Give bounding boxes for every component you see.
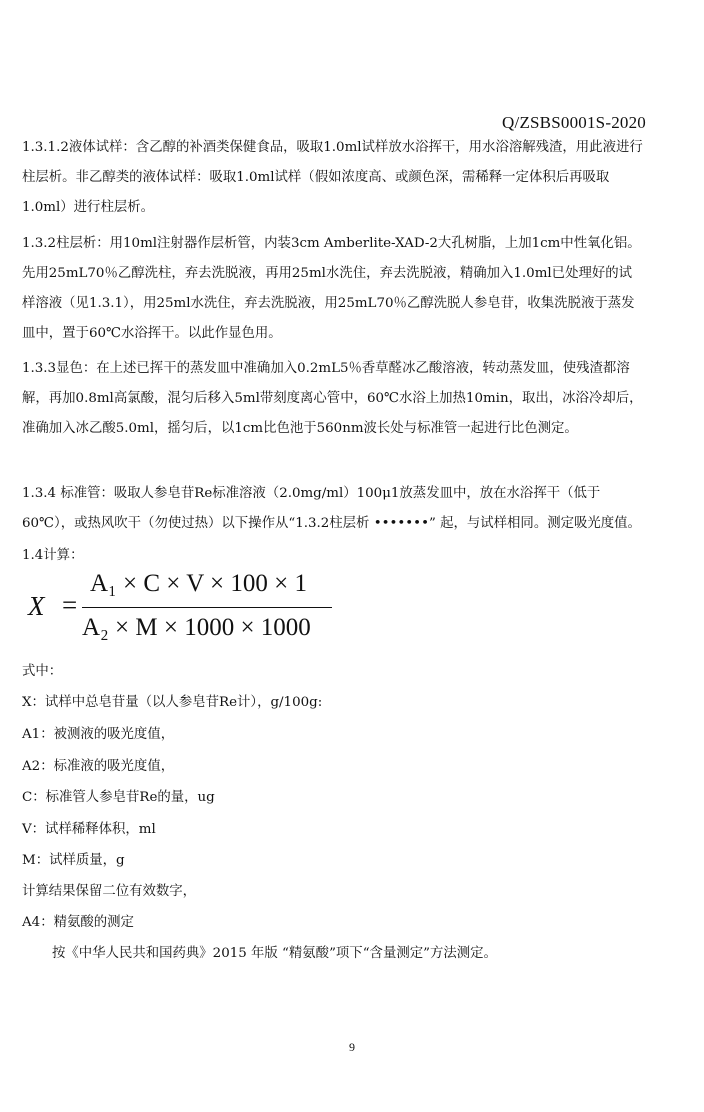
paragraph-column-chromatography: 1.3.2柱层析：用10ml注射器作层析管，内装3cm Amberlite-XAD-2大孔树脂，上加1cm中性氧化铝。先用25mL70％乙醇洗柱，弃去洗脱液，再用25ml水洗住，弃去洗脱液，精确加入1.0ml已处理好的试样溶液（见1.3.1），用25ml水洗住，弃去洗脱液，用25mL70％乙醇洗脱人参皂苷，收集洗脱液于蒸发皿中，置于60℃水浴挥干。以此作显色用。 — [22, 236, 641, 341]
formula-lhs: X — [28, 591, 45, 621]
formula-numerator: A₁ × C × V × 100 × 1 — [90, 570, 307, 597]
section-1-3-3 — [22, 354, 644, 444]
fraction-bar — [82, 607, 332, 608]
calculation-heading: 1.4计算： — [22, 548, 84, 563]
paragraph-color-development: 1.3.3显色：在上述已挥干的蒸发皿中准确加入0.2mL5％香草醛冰乙酸溶液，转动蒸发皿，使残渣都溶解，再加0.8ml高氯酸，混匀后移入5ml带刻度离心管中，60℃水浴上加热10min，取出，冰浴冷却后，准确加入冰乙酸5.0ml，摇匀后，以1cm比色池于560nm波长处与标准管一起进行比色测定。 — [22, 361, 643, 436]
definition-v: V：试样稀释体积，ml — [22, 822, 156, 837]
definition-c: C：标准管人参皂苷Re的量，ug — [22, 790, 215, 805]
calculation-formula — [28, 570, 328, 652]
section-1-3-4 — [22, 479, 644, 539]
formula-denominator: A₂ × M × 1000 × 1000 — [82, 614, 311, 641]
section-a4-text: 按《中华人民共和国药典》2015 年版 “精氨酸”项下“含量测定”方法测定。 — [52, 946, 497, 961]
definition-m: M：试样质量，g — [22, 853, 125, 868]
definition-a2: A2：标准液的吸光度值， — [22, 759, 175, 774]
paragraph-liquid-sample: 1.3.1.2液体试样：含乙醇的补酒类保健食品，吸取1.0ml试样放水浴挥干，用水浴溶解残渣，用此液进行柱层析。非乙醇类的液体试样：吸取1.0ml试样（假如浓度高、或颜色深，需稀释一定体积后再吸取1.0ml）进行柱层析。 — [22, 140, 643, 215]
definition-a1: A1：被测液的吸光度值， — [22, 727, 175, 742]
standard-number: Q/ZSBS0001S-2020 — [502, 113, 646, 132]
definitions-intro: 式中： — [22, 664, 63, 679]
formula-equals: = — [62, 590, 78, 620]
paragraph-standard-tube: 1.3.4 标准管：吸取人参皂苷Re标准溶液（2.0mg/ml）100μ1放蒸发皿中，放在水浴挥干（低于60℃），或热风吹干（勿使过热）以下操作从“1.3.2柱层析 •••••••” 起，与试样相同。测定吸光度值。 — [22, 486, 641, 531]
result-note: 计算结果保留二位有效数字， — [22, 884, 197, 899]
page-number: 9 — [349, 1040, 355, 1054]
section-1-3-1-2 — [22, 133, 644, 223]
section-1-3-2 — [22, 229, 644, 349]
definition-x: X：试样中总皂苷量（以人参皂苷Re计），g/100g: — [22, 695, 323, 710]
section-a4-heading: A4：精氨酸的测定 — [22, 915, 134, 930]
